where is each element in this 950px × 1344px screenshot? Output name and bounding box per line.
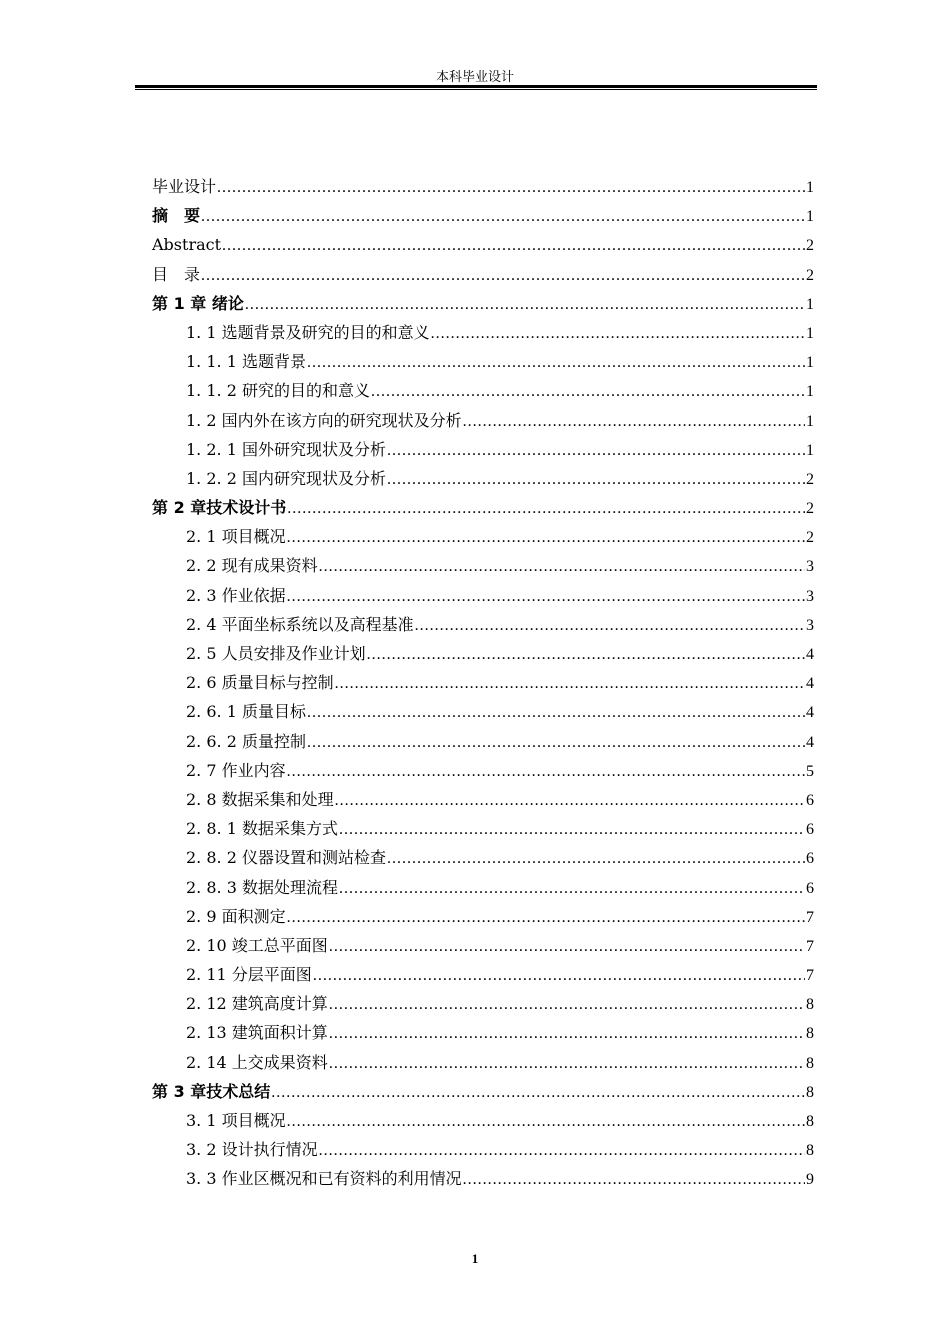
toc-entry-page: 8 [806,1083,814,1101]
toc-dot-leader [387,844,805,873]
toc-dot-leader [415,611,805,640]
toc-entry-title: 1. 2 国内外在该方向的研究现状及分析 [186,410,462,430]
toc-entry-page: 2 [806,529,814,547]
toc-entry-title: 毕业设计 [152,177,217,196]
toc-entry-title: 1. 1. 2 研究的目的和意义 [186,381,370,401]
toc-dot-leader [313,961,805,990]
toc-entry-page: 8 [806,1054,814,1072]
toc-dot-leader [319,552,805,581]
toc-entry-page: 7 [806,908,814,926]
toc-entry-page: 3 [806,616,814,634]
toc-entry[interactable] [152,551,814,580]
toc-entry-title: 2. 1 项目概况 [186,527,286,547]
toc-entry-title: 摘 要 [152,206,201,226]
toc-entry-page: 8 [806,1025,814,1043]
toc-dot-leader [319,1136,805,1165]
toc-entry[interactable] [152,697,814,726]
toc-dot-leader [201,261,805,290]
toc-dot-leader [287,582,805,611]
toc-entry[interactable] [152,1135,814,1164]
toc-entry-page: 1 [806,412,814,430]
toc-dot-leader [245,290,805,319]
toc-entry[interactable] [152,581,814,610]
toc-entry-title: 2. 3 作业依据 [186,585,286,605]
toc-entry-page: 7 [806,937,814,955]
toc-dot-leader [307,728,805,757]
toc-entry-page: 4 [806,733,814,751]
toc-dot-leader [463,1165,805,1194]
toc-entry-title: 2. 10 竣工总平面图 [186,935,328,955]
toc-entry-title: 2. 8. 1 数据采集方式 [186,819,338,839]
toc-dot-leader [287,903,805,932]
toc-entry-title: 1. 2. 1 国外研究现状及分析 [186,439,386,459]
toc-entry-title: 第 2 章技术设计书 [152,498,287,518]
toc-entry-title: 3. 3 作业区概况和已有资料的利用情况 [186,1169,462,1189]
toc-entry-page: 3 [806,558,814,576]
toc-entry[interactable] [152,289,814,318]
toc-entry-page: 1 [806,441,814,459]
toc-dot-leader [339,815,805,844]
toc-dot-leader [339,874,805,903]
toc-entry-title: 2. 13 建筑面积计算 [186,1023,328,1043]
toc-entry[interactable] [152,843,814,872]
toc-entry[interactable] [152,1164,814,1193]
toc-dot-leader [287,523,805,552]
toc-dot-leader [287,757,805,786]
toc-entry[interactable] [152,435,814,464]
toc-dot-leader [371,377,805,406]
toc-entry[interactable] [152,493,814,522]
toc-entry[interactable] [152,201,814,230]
toc-entry[interactable] [152,1106,814,1135]
toc-entry-title: 2. 8 数据采集和处理 [186,789,334,809]
toc-entry-title: 2. 14 上交成果资料 [186,1052,328,1072]
toc-dot-leader [387,465,805,494]
toc-entry-title: 2. 8. 3 数据处理流程 [186,877,338,897]
toc-entry-page: 3 [806,587,814,605]
toc-entry[interactable] [152,639,814,668]
toc-entry[interactable] [152,1018,814,1047]
toc-entry-title: 2. 2 现有成果资料 [186,556,318,576]
toc-entry-page: 4 [806,704,814,722]
toc-entry-page: 9 [806,1171,814,1189]
toc-entry-page: 2 [806,237,814,255]
toc-entry[interactable] [152,785,814,814]
toc-entry-title: 2. 12 建筑高度计算 [186,994,328,1014]
toc-entry-title: 3. 2 设计执行情况 [186,1140,318,1160]
toc-entry-page: 8 [806,1142,814,1160]
toc-entry[interactable] [152,814,814,843]
toc-dot-leader [307,348,805,377]
toc-dot-leader [217,173,805,202]
toc-entry[interactable] [152,260,814,289]
toc-entry-page: 8 [806,996,814,1014]
toc-entry[interactable] [152,727,814,756]
toc-entry-title: 2. 8. 2 仪器设置和测站检查 [186,848,386,868]
toc-entry-page: 2 [806,266,814,284]
toc-entry-page: 1 [806,208,814,226]
toc-entry-page: 6 [806,850,814,868]
toc-entry-page: 5 [806,762,814,780]
toc-entry-page: 1 [806,324,814,342]
toc-entry[interactable] [152,376,814,405]
toc-dot-leader [329,1019,805,1048]
toc-entry-page: 1 [806,383,814,401]
toc-dot-leader [271,1078,805,1107]
toc-dot-leader [287,494,805,523]
toc-entry-page: 8 [806,1113,814,1130]
toc-entry[interactable] [152,464,814,493]
header-rule [135,85,817,90]
toc-entry[interactable] [152,960,814,989]
toc-entry-page: 2 [806,470,814,488]
toc-entry[interactable] [152,230,814,259]
toc-entry[interactable] [152,172,814,201]
toc-entry-title: 2. 11 分层平面图 [186,965,312,985]
toc-entry-page: 4 [806,646,814,663]
toc-entry-title: 目 录 [152,264,201,284]
toc-dot-leader [463,407,805,436]
toc-entry[interactable] [152,318,814,347]
toc-entry[interactable] [152,1048,814,1077]
toc-entry[interactable] [152,668,814,697]
toc-entry-page: 2 [806,500,814,518]
toc-entry-title: 2. 4 平面坐标系统以及高程基准 [186,614,414,634]
toc-entry-title: 2. 7 作业内容 [186,760,286,780]
toc-dot-leader [201,202,805,231]
toc-entry[interactable] [152,522,814,551]
toc-dot-leader [335,786,805,815]
toc-entry[interactable] [152,610,814,639]
toc-entry-title: 第 1 章 绪论 [152,293,244,313]
toc-entry-page: 6 [806,791,814,809]
toc-entry-page: 4 [806,675,814,693]
toc-entry-page: 1 [806,179,814,196]
toc-dot-leader [335,669,805,698]
toc-dot-leader [329,990,805,1019]
toc-entry[interactable] [152,756,814,785]
toc-entry-title: 1. 1. 1 选题背景 [186,352,306,372]
toc-entry[interactable] [152,931,814,960]
toc-dot-leader [287,1107,805,1136]
toc-entry[interactable] [152,873,814,902]
toc-entry-page: 1 [806,295,814,313]
toc-entry[interactable] [152,1077,814,1106]
toc-entry[interactable] [152,989,814,1018]
toc-entry-title: 2. 6. 2 质量控制 [186,731,306,751]
toc-dot-leader [367,640,805,669]
toc-entry-page: 6 [806,879,814,897]
toc-entry-title: 2. 5 人员安排及作业计划 [186,644,366,663]
toc-dot-leader [329,1049,805,1078]
toc-dot-leader [387,436,805,465]
page-number: 1 [471,1251,479,1266]
toc-entry-title: Abstract [152,235,222,255]
toc-entry-title: 1. 1 选题背景及研究的目的和意义 [186,322,430,342]
toc-entry[interactable] [152,406,814,435]
table-of-contents [152,172,814,1194]
toc-dot-leader [431,319,805,348]
page-header-title: 本科毕业设计 [435,70,514,85]
toc-dot-leader [307,698,805,727]
toc-entry-page: 6 [806,821,814,839]
toc-entry-title: 2. 9 面积测定 [186,906,286,926]
toc-entry[interactable] [152,347,814,376]
toc-entry-title: 2. 6. 1 质量目标 [186,702,306,722]
toc-entry-page: 1 [806,354,814,372]
toc-entry-title: 第 3 章技术总结 [152,1081,271,1101]
toc-entry-page: 7 [806,967,814,985]
toc-dot-leader [329,932,805,961]
toc-entry-title: 1. 2. 2 国内研究现状及分析 [186,468,386,488]
toc-entry[interactable] [152,902,814,931]
toc-entry-title: 2. 6 质量目标与控制 [186,673,334,693]
toc-entry-title: 3. 1 项目概况 [186,1111,286,1130]
toc-dot-leader [222,231,805,260]
